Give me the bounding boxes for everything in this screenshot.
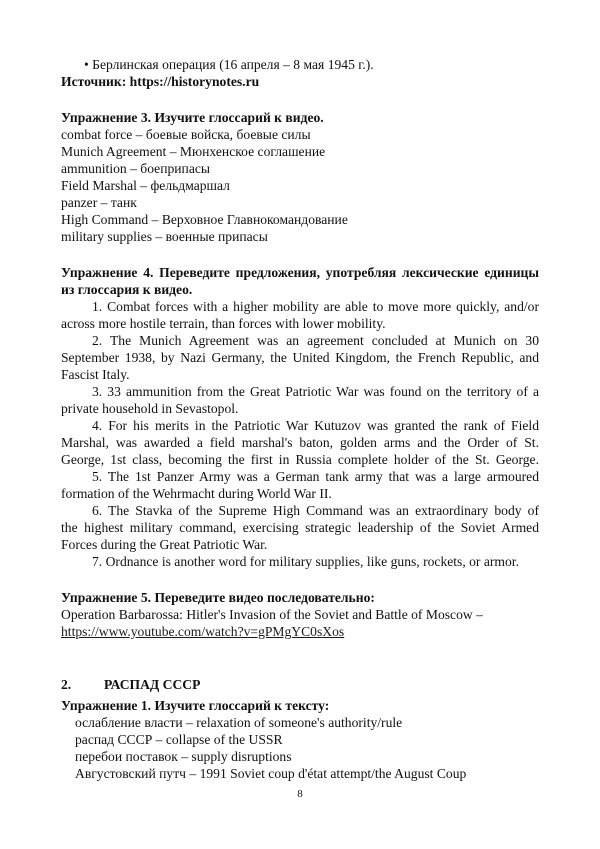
sentence-line: Marshal, was awarded a field marshal's baton, golden arms and the Order of St. xyxy=(61,435,539,450)
sentence-line: George, 1st class, becoming the first in Russia complete holder of the St. George. xyxy=(61,452,539,467)
glossary-item: Field Marshal – фельдмаршал xyxy=(61,178,230,193)
section-number: 2. xyxy=(61,677,72,692)
sentence-line: September 1938, by Nazi Germany, the United Kingdom, the French Republic, and xyxy=(61,350,539,365)
section-title: РАСПАД СССР xyxy=(104,677,201,692)
sentence-line: 6. The Stavka of the Supreme High Command was an extraordinary body of xyxy=(92,503,539,518)
exercise-4-heading-line2: из глоссария к видео. xyxy=(61,282,193,297)
exercise-3-heading: Упражнение 3. Изучите глоссарий к видео. xyxy=(61,110,324,125)
glossary-item: ослабление власти – relaxation of someone's authority/rule xyxy=(75,715,403,730)
sentence-line: 1. Combat forces with a higher mobility are able to move more quickly, and/or xyxy=(92,299,539,314)
sentence-line: Fascist Italy. xyxy=(61,367,130,382)
sentence-line: formation of the Wehrmacht during World War II. xyxy=(61,486,332,501)
glossary-item: распад СССР – collapse of the USSR xyxy=(75,732,283,747)
sentence-line: 5. The 1st Panzer Army was a German tank army that was a large armoured xyxy=(92,469,539,484)
glossary-item: ammunition – боеприпасы xyxy=(61,161,211,176)
glossary-item: Августовский путч – 1991 Soviet coup d'état attempt/the August Coup xyxy=(75,766,467,781)
sentence-line: 4. For his merits in the Patriotic War Kutuzov was granted the rank of Field xyxy=(92,418,539,433)
exercise-5-heading: Упражнение 5. Переведите видео последовательно: xyxy=(61,590,375,605)
sentence-line: across more hostile terrain, than forces with lower mobility. xyxy=(61,316,386,331)
exercise-4-heading-line1: Упражнение 4. Переведите предложения, употребляя лексические единицы xyxy=(61,265,539,280)
video-title: Operation Barbarossa: Hitler's Invasion of the Soviet and Battle of Moscow – xyxy=(61,607,483,622)
sentence-line: 3. 33 ammunition from the Great Patriotic War was found on the territory of a xyxy=(92,384,539,399)
sentence-line: private household in Sevastopol. xyxy=(61,401,239,416)
source-line: Источник: https://historynotes.ru xyxy=(61,74,260,89)
glossary-item: Munich Agreement – Мюнхенское соглашение xyxy=(61,144,326,159)
page-number: 8 xyxy=(297,788,303,800)
video-link[interactable]: https://www.youtube.com/watch?v=gPMgYC0sXos xyxy=(61,624,345,639)
glossary-item: panzer – танк xyxy=(61,195,137,210)
glossary-item: High Command – Верховное Главнокомандование xyxy=(61,212,348,227)
glossary-item: перебои поставок – supply disruptions xyxy=(75,749,292,764)
sentence-line: Forces during the Great Patriotic War. xyxy=(61,537,268,552)
glossary-item: combat force – боевые войска, боевые силы xyxy=(61,127,311,142)
section2-exercise-1-heading: Упражнение 1. Изучите глоссарий к тексту: xyxy=(61,698,330,713)
sentence-line: 2. The Munich Agreement was an agreement concluded at Munich on 30 xyxy=(92,333,539,348)
bullet-berlin-operation: • Берлинская операция (16 апреля – 8 мая 1945 г.). xyxy=(84,57,374,72)
sentence-line: the highest military command, exercising strategic leadership of the Soviet Armed xyxy=(61,520,539,535)
glossary-item: military supplies – военные припасы xyxy=(61,229,268,244)
sentence-line: 7. Ordnance is another word for military supplies, like guns, rockets, or armor. xyxy=(92,554,519,569)
video-link-line xyxy=(61,623,539,640)
